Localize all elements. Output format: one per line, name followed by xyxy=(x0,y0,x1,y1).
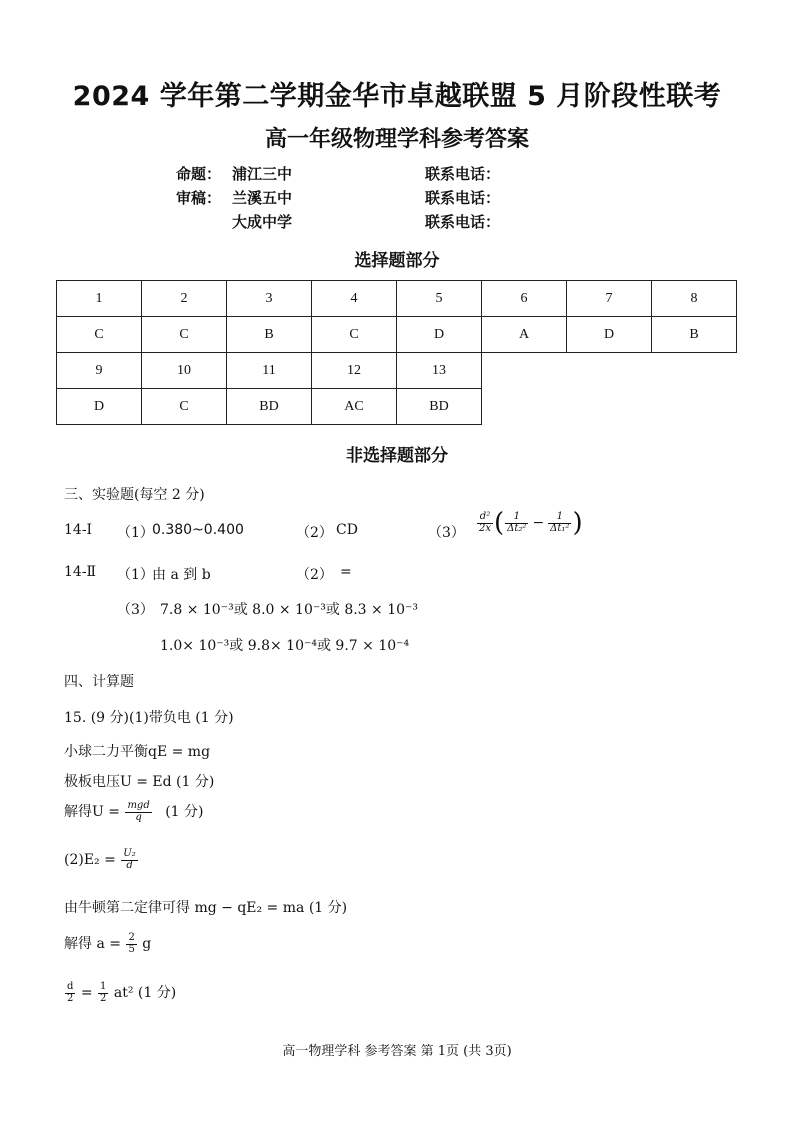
right-paren: ) xyxy=(572,508,583,538)
fraction xyxy=(98,982,108,1004)
reviewer-school-2: 大成中学 xyxy=(232,213,293,231)
question-number: 10 xyxy=(142,353,227,389)
empty-cell xyxy=(567,389,652,425)
q14-2-label: 14-Ⅱ xyxy=(64,564,97,580)
table-row xyxy=(57,317,737,353)
answer-cell: C xyxy=(57,317,142,353)
q15-line6-suffix: g xyxy=(142,936,152,952)
answer-cell: B xyxy=(652,317,737,353)
q15-line3 xyxy=(64,801,203,823)
author-school: 浦江三中 xyxy=(232,165,293,183)
q14-1-part3-label: （3） xyxy=(428,525,465,541)
fraction xyxy=(121,849,137,871)
fraction-denominator: q xyxy=(135,811,142,823)
q15-line4-prefix: (2)E₂ = xyxy=(64,852,116,868)
question-number: 2 xyxy=(142,281,227,317)
q15-line7-suffix: at² (1 分) xyxy=(113,985,177,1001)
answer-table xyxy=(56,280,737,425)
q14-1-part1-label: （1） xyxy=(117,525,154,541)
fraction-numerator: d² xyxy=(477,512,493,524)
answer-cell: A xyxy=(482,317,567,353)
question-number: 7 xyxy=(567,281,652,317)
q15-line6-prefix: 解得 a = xyxy=(64,936,121,952)
fraction xyxy=(126,933,136,955)
choice-heading: 选择题部分 xyxy=(354,251,440,271)
reviewer-2-phone-label: 联系电话： xyxy=(425,213,501,231)
minus-sign: − xyxy=(532,515,545,531)
fraction xyxy=(125,801,151,823)
table-row xyxy=(57,353,737,389)
q14-2-part3-line1: 7.8 × 10⁻³或 8.0 × 10⁻³或 8.3 × 10⁻³ xyxy=(160,602,419,618)
answer-cell: BD xyxy=(227,389,312,425)
fraction-numerator: 1 xyxy=(100,981,107,992)
q15-line1: 小球二力平衡qE = mg xyxy=(64,744,211,760)
question-number: 4 xyxy=(312,281,397,317)
q15-line6 xyxy=(64,933,151,955)
q14-1-part3-formula xyxy=(476,508,583,538)
fraction xyxy=(548,512,571,534)
author-phone-label: 联系电话： xyxy=(425,165,501,183)
q14-1-part2-value: CD xyxy=(336,522,358,538)
fraction-numerator: mgd xyxy=(127,800,150,811)
page-footer: 高一物理学科 参考答案 第 1页 (共 3页) xyxy=(282,1044,512,1059)
fraction-denominator: 5 xyxy=(128,943,135,955)
left-paren: ( xyxy=(494,508,505,538)
calc-heading: 四、计算题 xyxy=(64,674,134,690)
fraction-denominator: Δt₁² xyxy=(550,522,570,534)
question-number: 9 xyxy=(57,353,142,389)
fraction-numerator: U₂ xyxy=(123,848,136,859)
q14-2-part2-value: = xyxy=(340,564,352,580)
fraction xyxy=(65,982,75,1004)
answer-cell: D xyxy=(57,389,142,425)
q15-line3-suffix: (1 分) xyxy=(165,804,204,820)
answer-cell: C xyxy=(312,317,397,353)
question-number: 8 xyxy=(652,281,737,317)
question-number: 12 xyxy=(312,353,397,389)
page-title: 2024 学年第二学期金华市卓越联盟 5 月阶段性联考 xyxy=(72,81,722,112)
q15-line7 xyxy=(64,982,176,1004)
q15-line2: 极板电压U = Ed (1 分) xyxy=(64,774,215,790)
reviewer-1-phone-label: 联系电话： xyxy=(425,189,501,207)
table-row xyxy=(57,389,737,425)
fraction-numerator: d xyxy=(67,981,74,992)
reviewer-label: 审稿： xyxy=(176,189,222,207)
question-number: 5 xyxy=(397,281,482,317)
q14-2-part1-text: 由 a 到 b xyxy=(152,567,211,583)
q15-head: 15. (9 分)(1)带负电 (1 分) xyxy=(64,710,234,726)
q15-line5: 由牛顿第二定律可得 mg − qE₂ = ma (1 分) xyxy=(64,900,348,916)
fraction-numerator: 1 xyxy=(505,512,528,524)
fraction-denominator: 2 xyxy=(67,992,74,1004)
answer-cell: BD xyxy=(397,389,482,425)
question-number: 3 xyxy=(227,281,312,317)
q14-2-part2-label: （2） xyxy=(296,567,333,583)
empty-cell xyxy=(652,389,737,425)
fraction-denominator: Δt₂² xyxy=(507,522,527,534)
q14-1-label: 14-Ⅰ xyxy=(64,522,93,538)
empty-cell xyxy=(567,353,652,389)
question-number: 6 xyxy=(482,281,567,317)
q14-1-part2-label: （2） xyxy=(296,525,333,541)
q15-line4 xyxy=(64,849,139,871)
q14-2-part3-label: （3） xyxy=(117,602,154,618)
q15-line3-prefix: 解得U = xyxy=(64,804,120,820)
q14-2-part1-label: （1） xyxy=(117,567,154,583)
fraction-denominator: d xyxy=(126,859,133,871)
empty-cell xyxy=(652,353,737,389)
answer-cell: B xyxy=(227,317,312,353)
page-subtitle: 高一年级物理学科参考答案 xyxy=(264,127,529,152)
nonchoice-heading: 非选择题部分 xyxy=(346,446,448,466)
experiment-heading: 三、实验题(每空 2 分) xyxy=(64,487,205,503)
question-number: 11 xyxy=(227,353,312,389)
q14-2-part3-line2: 1.0× 10⁻³或 9.8× 10⁻⁴或 9.7 × 10⁻⁴ xyxy=(160,638,410,654)
fraction-denominator: 2 xyxy=(100,992,107,1004)
q14-1-part1-value: 0.380~0.400 xyxy=(152,522,244,538)
fraction-numerator: 1 xyxy=(548,512,571,524)
fraction xyxy=(477,512,493,534)
answer-cell: C xyxy=(142,317,227,353)
question-number: 1 xyxy=(57,281,142,317)
fraction xyxy=(505,512,528,534)
fraction-denominator: 2x xyxy=(479,522,492,534)
empty-cell xyxy=(482,389,567,425)
table-row xyxy=(57,281,737,317)
answer-cell: AC xyxy=(312,389,397,425)
reviewer-school-1: 兰溪五中 xyxy=(232,189,293,207)
author-label: 命题： xyxy=(176,165,222,183)
answer-cell: D xyxy=(567,317,652,353)
fraction-numerator: 2 xyxy=(128,932,135,943)
answer-cell: C xyxy=(142,389,227,425)
answer-cell: D xyxy=(397,317,482,353)
empty-cell xyxy=(482,353,567,389)
equals-sign: = xyxy=(80,985,93,1001)
question-number: 13 xyxy=(397,353,482,389)
